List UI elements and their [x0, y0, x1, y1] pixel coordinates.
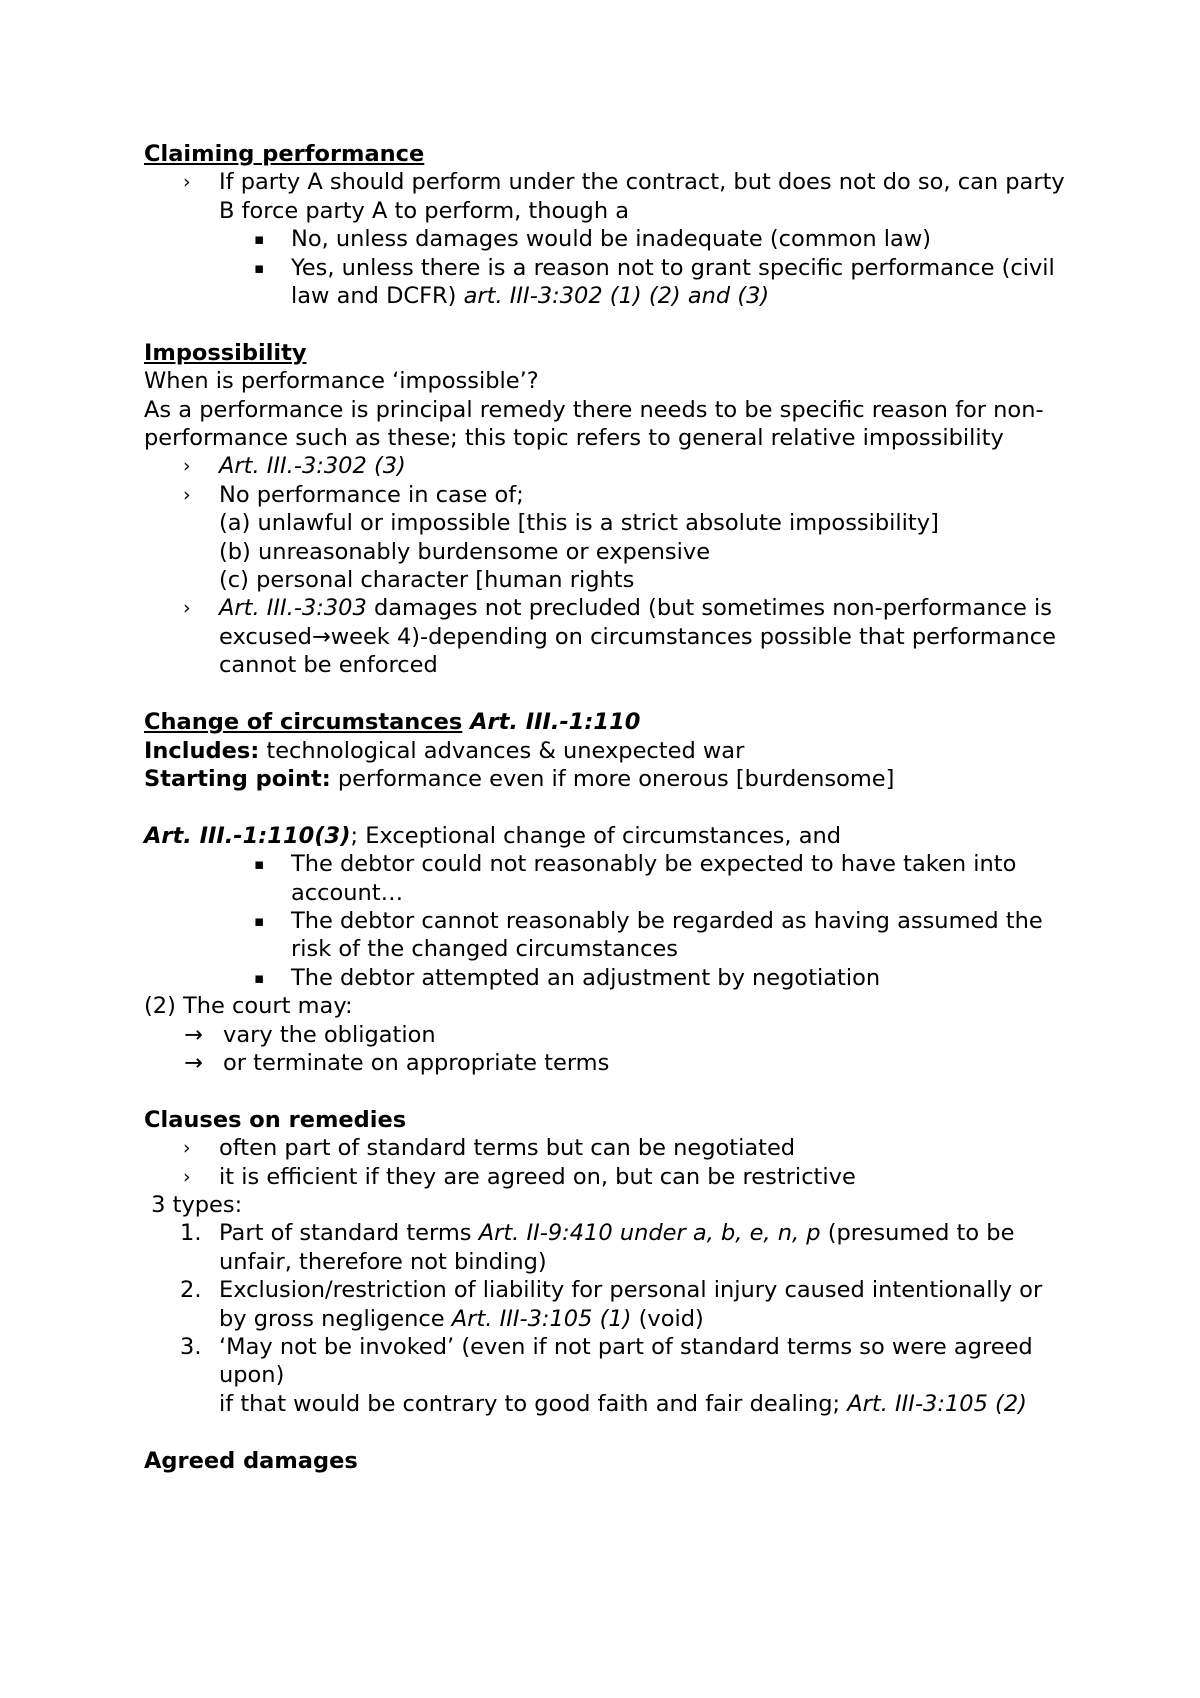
list-item: › No performance in case of; — [183, 481, 524, 508]
square-bullet-icon: ▪ — [254, 230, 265, 249]
numbered-item: 3. ‘May not be invoked’ (even if not part of standard terms so were agreed upon) if that would be contrary to good faith and fair dealing; Art. III-3:105 (2) — [180, 1334, 1033, 1417]
heading-impossibility: Impossibility — [144, 339, 307, 366]
heading-clauses-on-remedies: Clauses on remedies — [144, 1106, 407, 1133]
list-item: › Art. III.-3:303 damages not precluded (but sometimes non-performance is excused→week 4)-depending on circumstances possible that performance cannot be enforced — [183, 595, 1056, 679]
sub-item-a: (a) unlawful or impossible [this is a strict absolute impossibility] — [219, 510, 939, 537]
heading-agreed-damages: Agreed damages — [144, 1447, 358, 1474]
article-line: Art. III.-1:110(3); Exceptional change of circumstances, and — [144, 822, 842, 849]
types-line: 3 types: — [144, 1191, 243, 1218]
square-bullet-icon: ▪ — [254, 968, 265, 987]
list-item: ▪ The debtor could not reasonably be expected to have taken into account… — [254, 851, 1017, 906]
list-item: ▪ No, unless damages would be inadequate (common law) — [254, 226, 931, 253]
court-line: (2) The court may: — [144, 993, 353, 1020]
document-page — [144, 140, 1074, 1475]
chevron-bullet-icon: › — [183, 1137, 191, 1160]
chevron-bullet-icon: › — [183, 455, 191, 478]
chevron-bullet-icon: › — [183, 483, 191, 506]
arrow-right-icon: → — [184, 1049, 203, 1076]
list-number: 1. — [180, 1220, 202, 1247]
starting-point-line: Starting point: performance even if more onerous [burdensome] — [144, 765, 895, 792]
chevron-bullet-icon: › — [183, 171, 191, 194]
paragraph: When is performance ‘impossible’? — [144, 368, 539, 395]
square-bullet-icon: ▪ — [254, 911, 265, 930]
square-bullet-icon: ▪ — [254, 258, 265, 277]
arrow-right-icon: → — [184, 1021, 203, 1048]
list-number: 2. — [180, 1277, 202, 1304]
list-number: 3. — [180, 1334, 202, 1360]
list-item: › often part of standard terms but can be negotiated — [183, 1135, 796, 1162]
list-item: › it is efficient if they are agreed on, but can be restrictive — [183, 1163, 856, 1190]
list-item: ▪ The debtor cannot reasonably be regarded as having assumed the risk of the changed circumstances — [254, 907, 1043, 963]
list-item: → vary the obligation — [184, 1021, 436, 1048]
sub-item-c: (c) personal character [human rights — [219, 567, 635, 594]
includes-line: Includes: technological advances & unexpected war — [144, 737, 745, 764]
heading-change-of-circumstances: Change of circumstances Art. III.-1:110 — [144, 709, 641, 736]
numbered-item: 2. Exclusion/restriction of liability for personal injury caused intentionally or by gross negligence Art. III-3:105 (1) (void) — [180, 1277, 1043, 1332]
list-item: ▪ The debtor attempted an adjustment by negotiation — [254, 964, 881, 991]
paragraph: As a performance is principal remedy there needs to be specific reason for non-performance such as these; this topic refers to general relative impossibility — [144, 396, 1044, 452]
chevron-bullet-icon: › — [183, 1165, 191, 1188]
chevron-bullet-icon: › — [183, 597, 191, 620]
list-item: › Art. III.-3:302 (3) — [183, 453, 406, 480]
square-bullet-icon: ▪ — [254, 855, 265, 874]
list-item: › If party A should perform under the contract, but does not do so, can party B force party A to perform, though a — [183, 169, 1065, 224]
list-item: → or terminate on appropriate terms — [184, 1049, 610, 1076]
numbered-item: 1. Part of standard terms Art. II-9:410 under a, b, e, n, p (presumed to be unfair, therefore not binding) — [180, 1220, 1015, 1275]
sub-item-b: (b) unreasonably burdensome or expensive — [219, 538, 711, 565]
heading-claiming-performance: Claiming performance — [144, 141, 425, 167]
list-item: ▪ Yes, unless there is a reason not to grant specific performance (civil law and DCFR) art. III-3:302 (1) (2) and (3) — [254, 254, 1055, 310]
